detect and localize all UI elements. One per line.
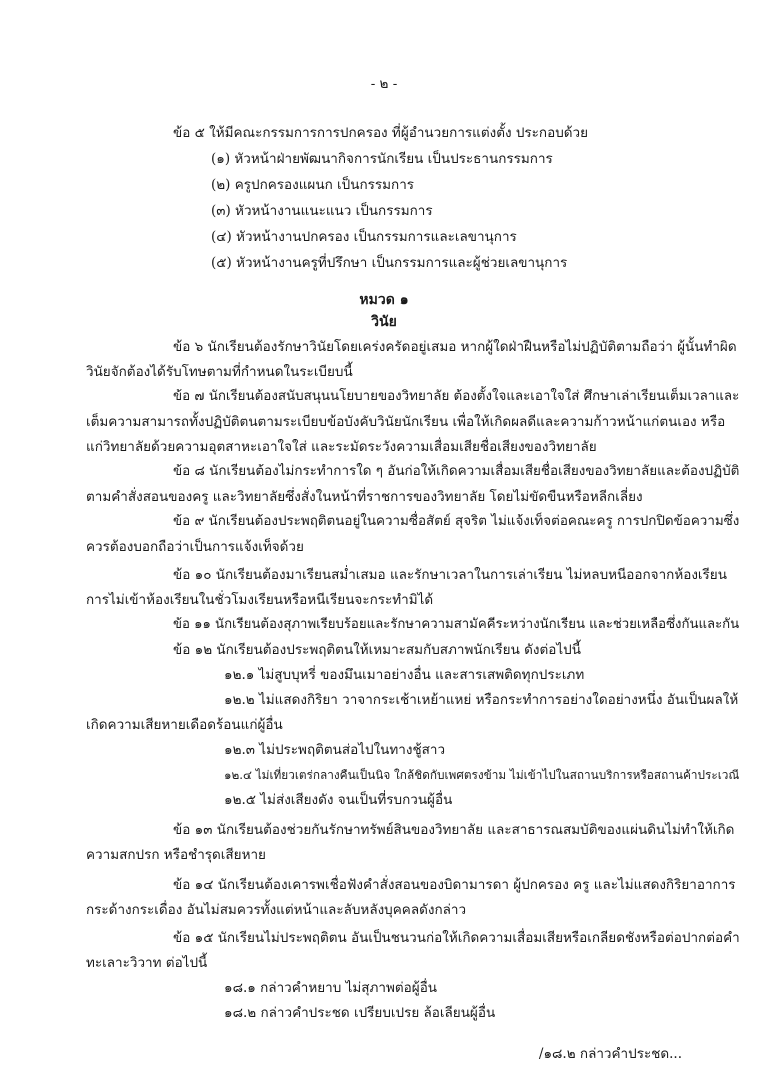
body-line: ๑๒.๒ ไม่แสดงกิริยา วาจากระเช้าเหย้าแหย่ หรือกระทำการอย่างใดอย่างหนึ่ง อันเป็นผลให้: [224, 692, 739, 708]
page-number: - ๒ -: [370, 76, 398, 92]
body-line: ข้อ ๑๔ นักเรียนต้องเคารพเชื่อฟังคำสั่งสอนของบิดามารดา ผู้ปกครอง ครู และไม่แสดงกิริยาอาการ: [173, 877, 736, 893]
body-line: ข้อ ๘ นักเรียนต้องไม่กระทำการใด ๆ อันก่อให้เกิดความเสื่อมเสียชื่อเสียงของวิทยาลัยและต้องปฏิบัติ: [173, 464, 740, 479]
body-line: ควรต้องบอกถือว่าเป็นการแจ้งเท็จด้วย: [86, 539, 304, 555]
body-line: ข้อ ๖ นักเรียนต้องรักษาวินัยโดยเคร่งครัดอยู่เสมอ หากผู้ใดฝ่าฝืนหรือไม่ปฏิบัติตามถือว่า ผู้นั้นทำผิด: [173, 339, 737, 355]
committee-item: (๓) หัวหน้างานแนะแนว เป็นกรรมการ: [211, 203, 433, 219]
continuation-note: /๑๘.๒ กล่าวคำประชด...: [538, 1046, 682, 1062]
chapter-number: หมวด ๑: [359, 292, 409, 308]
body-line: แก่วิทยาลัยด้วยความอุตสาหะเอาใจใส่ และระมัดระวังความเสื่อมเสียชื่อเสียงของวิทยาลัย: [86, 439, 597, 455]
body-line: ข้อ ๗ นักเรียนต้องสนับสนุนนโยบายของวิทยาลัย ต้องตั้งใจและเอาใจใส่ ศึกษาเล่าเรียนเต็มเวลาและ: [173, 389, 740, 404]
committee-item: (๔) หัวหน้างานปกครอง เป็นกรรมการและเลขานุการ: [211, 229, 517, 245]
committee-item: (๕) หัวหน้างานครูที่ปรึกษา เป็นกรรมการและผู้ช่วยเลขานุการ: [211, 255, 568, 271]
body-line: ข้อ ๑๕ นักเรียนไม่ประพฤติตน อันเป็นชนวนก่อให้เกิดความเสื่อมเสียหรือเกลียดชังหรือต่อปากต่อคำ: [173, 930, 740, 946]
body-line: ทะเลาะวิวาท ต่อไปนี้: [86, 955, 208, 971]
committee-intro: ข้อ ๕ ให้มีคณะกรรมการการปกครอง ที่ผู้อำนวยการแต่งตั้ง ประกอบด้วย: [173, 125, 589, 141]
body-line: วินัยจักต้องได้รับโทษตามที่กำหนดในระเบียบนี้: [86, 364, 353, 380]
body-line: ข้อ ๙ นักเรียนต้องประพฤติตนอยู่ในความซื่อสัตย์ สุจริต ไม่แจ้งเท็จต่อคณะครู การปกปิดข้อความซึ่ง: [173, 514, 740, 529]
body-line: ๑๒.๓ ไม่ประพฤติตนส่อไปในทางชู้สาว: [224, 742, 446, 758]
body-line: การไม่เข้าห้องเรียนในชั่วโมงเรียนหรือหนีเรียนจะกระทำมิได้: [86, 592, 434, 608]
body-line: ๑๒.๕ ไม่ส่งเสียงดัง จนเป็นที่รบกวนผู้อื่น: [224, 792, 453, 808]
body-line: ข้อ ๑๓ นักเรียนต้องช่วยกันรักษาทรัพย์สินของวิทยาลัย และสาธารณสมบัติของแผ่นดินไม่ทำให้เกิด: [173, 822, 735, 838]
chapter-title: วินัย: [371, 314, 397, 330]
body-line: ๑๒.๔ ไม่เที่ยวเตร่กลางคืนเป็นนิจ ใกล้ชิดกับเพศตรงข้าม ไม่เข้าไปในสถานบริการหรือสถานค้าประเวณี: [224, 768, 740, 782]
body-line: เกิดความเสียหายเดือดร้อนแก่ผู้อื่น: [86, 717, 283, 733]
committee-item: (๒) ครูปกครองแผนก เป็นกรรมการ: [211, 177, 415, 193]
body-line: ความสกปรก หรือชำรุดเสียหาย: [86, 847, 266, 863]
committee-item: (๑) หัวหน้าฝ่ายพัฒนากิจการนักเรียน เป็นประธานกรรมการ: [211, 151, 553, 167]
body-line: ตามคำสั่งสอนของครู และวิทยาลัยซึ่งสั่งในหน้าที่ราชการของวิทยาลัย โดยไม่ขัดขืนหรือหลีกเลี่ยง: [86, 489, 643, 505]
body-line: กระด้างกระเดื่อง อันไม่สมควรทั้งแต่หน้าและลับหลังบุคคลดังกล่าว: [86, 902, 467, 918]
body-line: ๑๘.๒ กล่าวคำประชด เปรียบเปรย ล้อเลียนผู้อื่น: [224, 1005, 496, 1021]
body-line: ๑๒.๑ ไม่สูบบุหรี่ ของมึนเมาอย่างอื่น และสารเสพติดทุกประเภท: [224, 667, 585, 683]
body-line: ข้อ ๑๑ นักเรียนต้องสุภาพเรียบร้อยและรักษาความสามัคคีระหว่างนักเรียน และช่วยเหลือซึ่งกันและกัน: [173, 617, 740, 632]
body-line: ๑๘.๑ กล่าวคำหยาบ ไม่สุภาพต่อผู้อื่น: [224, 980, 438, 996]
body-line: ข้อ ๑๐ นักเรียนต้องมาเรียนสม่ำเสมอ และรักษาเวลาในการเล่าเรียน ไม่หลบหนีออกจากห้องเรียน: [173, 567, 727, 583]
body-line: ข้อ ๑๒ นักเรียนต้องประพฤติตนให้เหมาะสมกับสภาพนักเรียน ดังต่อไปนี้: [173, 642, 581, 658]
body-line: เต็มความสามารถทั้งปฏิบัติตนตามระเบียบข้อบังคับวินัยนักเรียน เพื่อให้เกิดผลดีและความก้าวหน้าแก่ตนเอง หรือ: [86, 414, 726, 430]
